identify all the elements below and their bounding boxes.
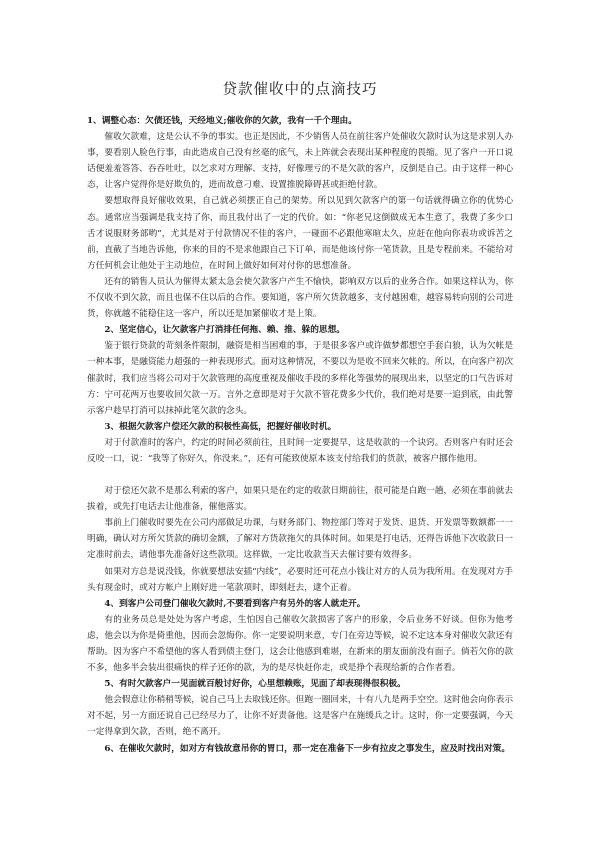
section-heading: 6、在催收欠款时，如对方有钱故意吊你的胃口，那一定在准备下一步有拉皮之事发生，应及时找出对策。 xyxy=(104,743,511,754)
section-heading: 2、坚定信心，让欠款客户打消排任何拖、赖、推、躲的思想。 xyxy=(104,325,345,336)
section-heading: 4、到客户公司登门催收欠款时,不要看到客户有另外的客人就走开。 xyxy=(104,598,366,609)
body-paragraph: 有的业务员总是处处为客户考虑，生怕因自己催收欠款损害了客户的形象，令后业务不好谈。但你为他考虑，他会以为你是倚重他，因而会忽悔你。你一定要说明来意，专门在旁边等候，说不定这本身对催收欠款还有帮助。因为客户不希望他的客人看到债主登门，这会让他感到难堪，在新来的朋友面前没有面子。倘若欠你的款不多，他多半会装出很痛快的样子还你的款，为的是尽快赶你走，或是挣个表现给新的合作者看。 xyxy=(87,614,513,674)
section-heading: 3、根据欠款客户偿还欠款的积极性高低，把握好催收时机。 xyxy=(104,421,337,432)
document-title: 贷款催收中的点滴技巧 xyxy=(222,82,378,98)
section-heading: 5、有时欠款客户一见面就百般讨好你，心里想赖账，见面了却表现得很积极。 xyxy=(104,679,406,690)
body-paragraph: 还有的销售人员认为催得太紧太急会使欠款客户产生不愉快，影响双方以后的业务合作。如果这样认为，你不仅收不到欠款，而且也保不住以后的合作。要知道，客户所欠货款越多，支付越困难，越容易转向别的公司进货，你就越不能稳住这一客户，所以还是加紧催收才是上策。 xyxy=(87,276,513,320)
section-heading: 1、调整心态：欠债还钱，天经地义;催收你的欠款，我有一千个理由。 xyxy=(87,116,357,126)
body-paragraph: 催收欠款难，这是公认不争的事实。也正是因此，不少销售人员在前往客户处催收欠款时认为这是求别人办事，要看别人脸色行事，由此造成自己没有丝毫的底气，未上阵就会表现出某种程度的畏缩。见了客户一开口说话便羞羞答答、吞吞吐吐，以乞求对方理解、支持，好像理亏的不是欠款的客户，反倒是自己。由于这样一种心态，让客户觉得你是好欺负的，进而故意刁难、设置推脱障碍甚或拒绝付款。 xyxy=(87,132,513,191)
body-paragraph: 鉴于银行贷款的苛刻条件限制，融资是相当困难的事，于是很多客户或许做梦都想空手套白狼，认为欠帐是一种本事，是融资能力超强的一种表现形式。面对这种情况，不要以为是收不回来欠帐的。所以，在向客户初次催款时，我们应当将公司对于欠款管理的高度重视及催收手段的多样化等强势的展现出来，以坚定的口气告诉对方：宁可花两万也要收回欠款一万。言外之意即是对于欠款不管花费多少代价，我们绝对是要一追到底，由此警示客户趁早打消可以抹掉此笔欠款的念头。 xyxy=(87,341,513,416)
paragraph-gap xyxy=(87,467,513,483)
body-paragraph: 要想取得良好催收效果，自己就必须摆正自己的架势。所以见到欠款客户的第一句话就得确立你的优势心态。通常应当强调是我支持了你，而且我付出了一定的代价。如：“你老兄这倒做成无本生意了，我费了多少口舌才说服财务部哟”，尤其是对于付款情况不佳的客户，一碰面不必跟他寒暄太久，应赶在他向你表功或诉苦之前，直截了当地告诉他，你来的目的不是求他跟自己下订单，而是他该付你一笔货款，且是专程前来。不能给对方任何机会让他处于主动地位，在时间上做好如何对付你的思想准备。 xyxy=(87,196,513,271)
body-paragraph: 他会假意让你稍稍等候，说自己马上去取钱还你。但跑一圈回来，十有八九是两手空空。这时他会向你表示对不起，另一方面还说自己已经尽力了，让你不好责备他。这是客户在施缓兵之计。这时，你一定要强调，今天一定得拿到欠款，否则，绝不离开。 xyxy=(87,695,513,738)
body-paragraph: 对于付款准时的客户，约定的时间必须前往，且时间一定要提早，这是收款的一个诀窍。否则客户有时还会反咬一口，说：“我等了你好久，你没来。”，还有可能致使原本该支付给我们的货款，被客户挪作他用。 xyxy=(87,437,513,464)
body-paragraph: 对于偿还欠款不是那么利索的客户，如果只是在约定的收款日期前往，很可能是白跑一趟，必须在事前就去拔着，或先打电话去让他准备，催他落实。 xyxy=(87,486,513,513)
body-paragraph: 如果对方总是说没钱，你就要想法安插“内线”，必要时还可花点小钱让对方的人员为我所用。在发现对方手头有现金时，或对方帐户上刚好进一笔款项时，即刻赶去，逮个正着。 xyxy=(87,566,513,593)
body-paragraph: 事前上门催收时要先在公司内部做足功课，与财务部门、物控部门等对于发货、退货、开发票等数额都一一明确，确认对方所欠货款的确切金额，了解对方货款拖欠的具体时间。如果是打电话，还得告诉他下次收款日一定准时前去，请他事先准备好这些款项。这样做，一定比收款当天去催讨要有效得多。 xyxy=(87,518,513,561)
document-body xyxy=(87,113,513,757)
